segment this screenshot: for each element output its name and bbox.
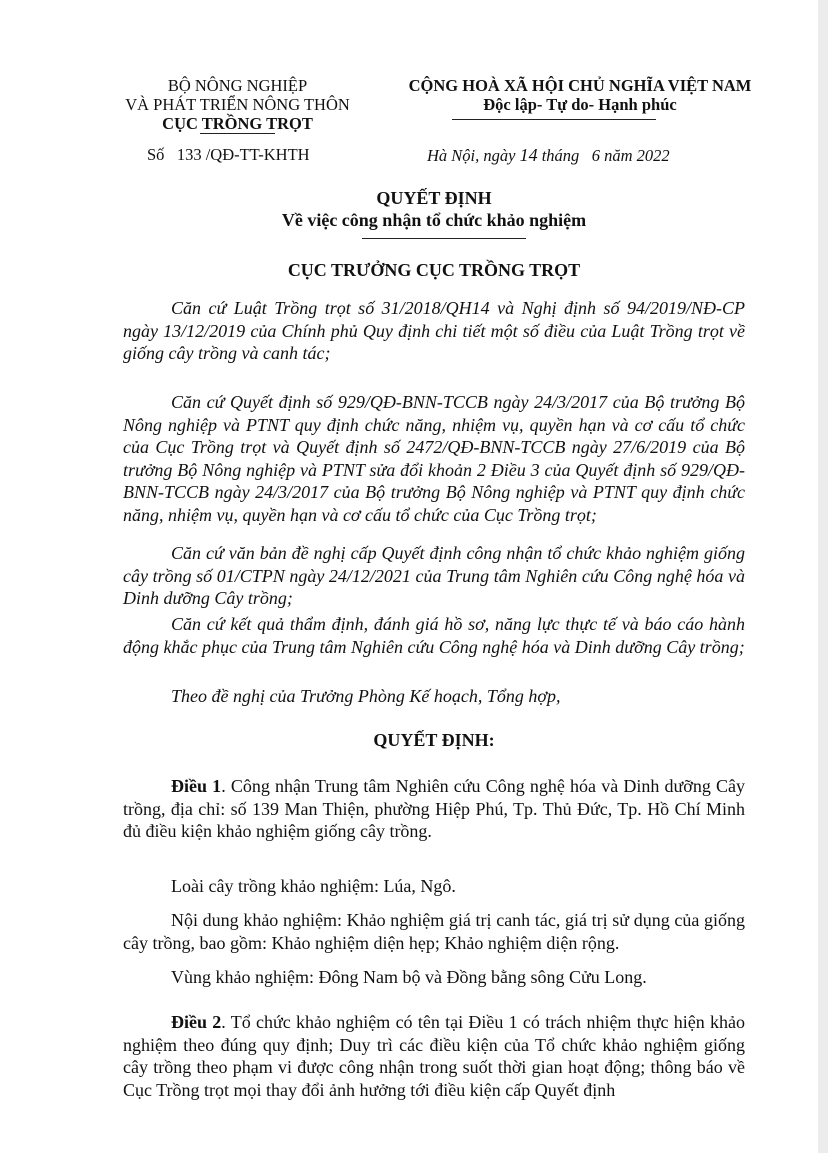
- article-2: [123, 1011, 745, 1101]
- date-month: 6: [591, 146, 600, 165]
- number-value: 133: [176, 145, 202, 164]
- national-motto: [370, 76, 790, 114]
- subtitle-underline: [362, 238, 526, 239]
- article-1-region: Vùng khảo nghiệm: Đông Nam bộ và Đồng bằng sông Cửu Long.: [171, 967, 647, 987]
- date-prefix: Hà Nội, ngày: [427, 146, 516, 165]
- authority-heading: CỤC TRƯỞNG CỤC TRỒNG TRỌT: [287, 260, 581, 280]
- article-1-content: Nội dung khảo nghiệm: Khảo nghiệm giá trị canh tác, giá trị sử dụng của giống cây trồng, bao gồm: Khảo nghiệm diện hẹp; Khảo nghiệm diện rộng.: [123, 910, 745, 953]
- month-label: tháng: [541, 146, 580, 165]
- article-2-text: . Tổ chức khảo nghiệm có tên tại Điều 1 có trách nhiệm thực hiện khảo nghiệm theo đúng quy định; Duy trì các điều kiện của Tổ chức khảo nghiệm giống cây trồng theo phạm vi được công nhận trong suốt thời gian hoạt động; thông báo về Cục Trồng trọt mọi thay đổi ảnh hưởng tới điều kiện cấp Quyết định: [123, 1012, 745, 1100]
- ministry-line-2: VÀ PHÁT TRIỂN NÔNG THÔN: [125, 95, 350, 114]
- motto-underline: [452, 119, 656, 120]
- number-suffix: /QĐ-TT-KHTH: [205, 145, 310, 164]
- decision-heading: QUYẾT ĐỊNH:: [373, 730, 495, 750]
- document-date: [427, 145, 670, 166]
- document-title: QUYẾT ĐỊNH: [376, 188, 492, 208]
- preamble-3: Căn cứ văn bản đề nghị cấp Quyết định công nhận tổ chức khảo nghiệm giống cây trồng số 01/CTPN ngày 24/12/2021 của Trung tâm Nghiên cứu Công nghệ hóa và Dinh dưỡng Cây trồng;: [123, 543, 745, 609]
- document-number: [147, 145, 310, 165]
- motto: Độc lập- Tự do- Hạnh phúc: [483, 95, 677, 114]
- document-subtitle: Về việc công nhận tổ chức khảo nghiệm: [281, 210, 587, 230]
- date-year: năm 2022: [604, 146, 670, 165]
- department-name: CỤC TRỒNG TRỌT: [162, 114, 313, 133]
- article-1-text: . Công nhận Trung tâm Nghiên cứu Công nghệ hóa và Dinh dưỡng Cây trồng, địa chỉ: số 139 Man Thiện, phường Hiệp Phú, Tp. Thủ Đức, Tp. Hồ Chí Minh đủ điều kiện khảo nghiệm giống cây trồng.: [123, 776, 746, 842]
- preamble-4: Căn cứ kết quả thẩm định, đánh giá hồ sơ, năng lực thực tế và báo cáo hành động khắc phục của Trung tâm Nghiên cứu Công nghệ hóa và Dinh dưỡng Cây trồng;: [123, 614, 745, 657]
- number-prefix: Số: [147, 145, 165, 164]
- article-1-label: Điều 1: [171, 776, 222, 796]
- ministry-line-1: BỘ NÔNG NGHIỆP: [167, 76, 308, 95]
- issuing-agency: [120, 76, 355, 133]
- country-name: CỘNG HOÀ XÃ HỘI CHỦ NGHĨA VIỆT NAM: [408, 76, 752, 95]
- preamble-1: Căn cứ Luật Trồng trọt số 31/2018/QH14 và Nghị định số 94/2019/NĐ-CP ngày 13/12/2019 của Chính phủ Quy định chi tiết một số điều của Luật Trồng trọt về giống cây trồng và canh tác;: [123, 298, 745, 364]
- article-1-species: Loài cây trồng khảo nghiệm: Lúa, Ngô.: [171, 876, 456, 896]
- date-day: 14: [519, 145, 538, 165]
- agency-underline: [200, 133, 275, 134]
- preamble-2: Căn cứ Quyết định số 929/QĐ-BNN-TCCB ngày 24/3/2017 của Bộ trưởng Bộ Nông nghiệp và PTNT quy định chức năng, nhiệm vụ, quyền hạn và cơ cấu tổ chức của Cục Trồng trọt và Quyết định số 2472/QĐ-BNN-TCCB ngày 27/6/2019 của Bộ trưởng Bộ Nông nghiệp và PTNT sửa đổi khoản 2 Điều 3 của Quyết định số 929/QĐ-BNN-TCCB ngày 24/3/2017 của Bộ trưởng Bộ Nông nghiệp và PTNT quy định chức năng, nhiệm vụ, quyền hạn và cơ cấu tổ chức của Cục Trồng trọt;: [123, 392, 745, 525]
- article-2-label: Điều 2: [171, 1012, 222, 1032]
- preamble-5: Theo đề nghị của Trưởng Phòng Kế hoạch, Tổng hợp,: [171, 686, 561, 706]
- article-1: [123, 775, 745, 843]
